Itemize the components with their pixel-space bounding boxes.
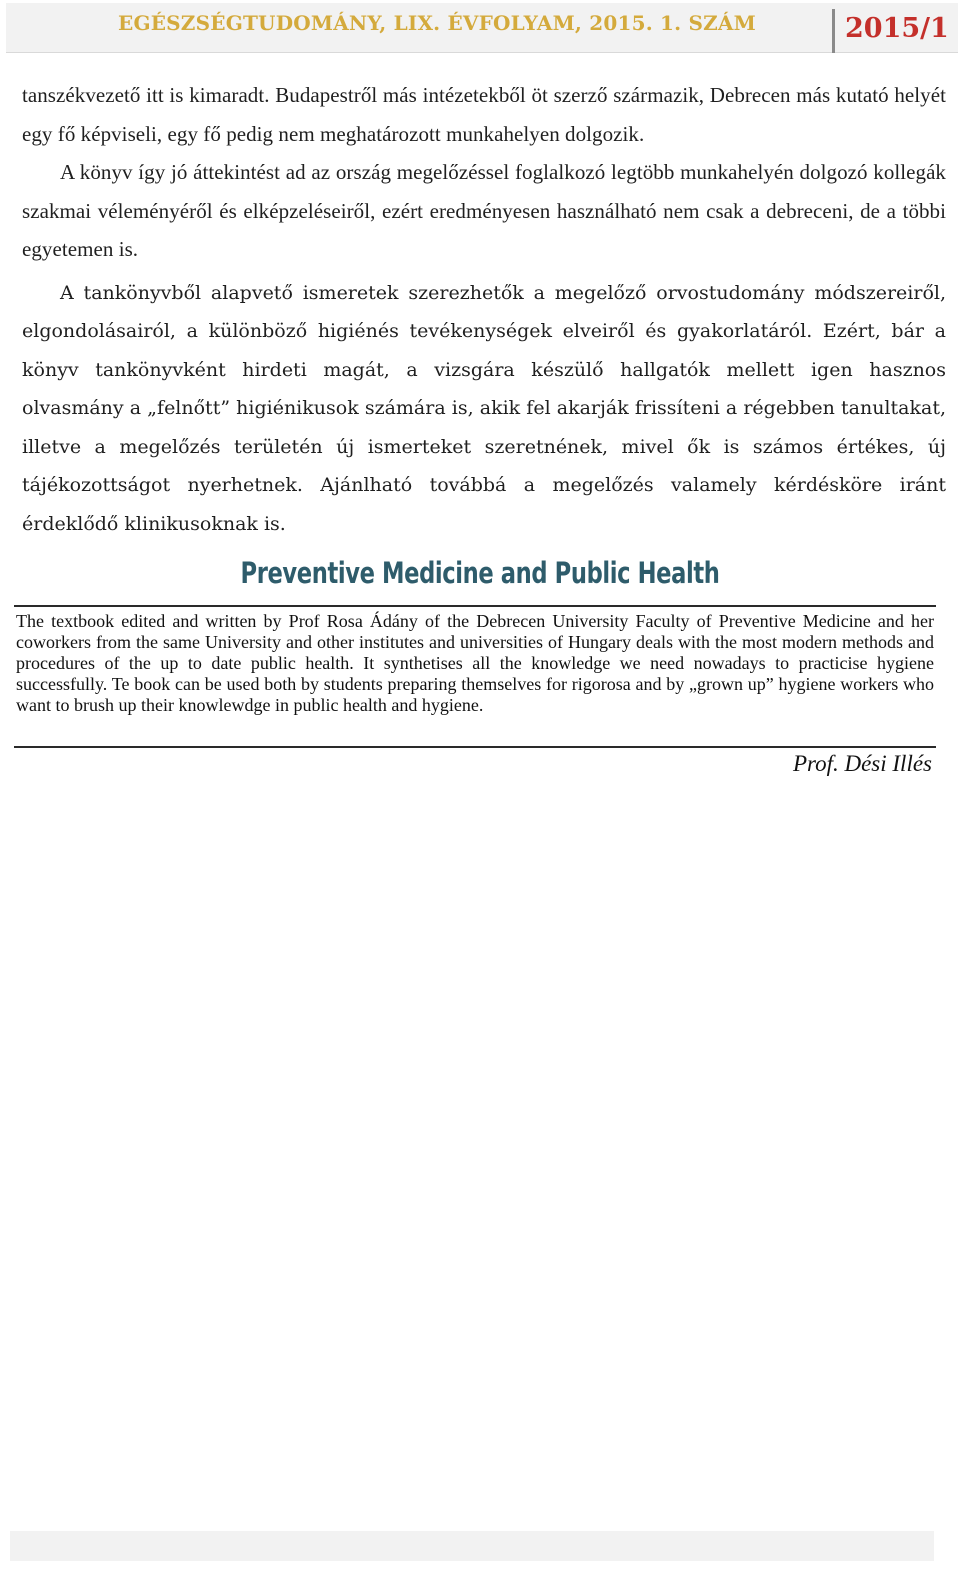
issue-box — [832, 9, 958, 53]
footer-bar — [10, 1531, 934, 1561]
journal-title: EGÉSZSÉGTUDOMÁNY, LIX. ÉVFOLYAM, 2015. 1. SZÁM — [118, 11, 756, 35]
divider-bottom — [14, 746, 936, 748]
paragraph-overview: A könyv így jó áttekintést ad az ország megelőzéssel foglalkozó legtöbb munkahelyén dolgozó kollegák szakmai véleményéről és elképzeléseiről, ezért eredményesen használható nem csak a debreceni, de a többi egyetemen is. — [22, 160, 946, 261]
english-summary-text: The textbook edited and written by Prof Rosa Ádány of the Debrecen University Faculty of Preventive Medicine and her coworkers from the same University and other institutes and universities of Hungary deals with the most modern methods and procedures of the up to date public health. It synthetises all the knowledge we need nowadays to practicise hygiene successfully. Te book can be used both by students preparing themselves for rigorosa and by „grown up” hygiene workers who want to brush up their knowlewdge in public health and hygiene. — [16, 611, 934, 715]
hungarian-body — [22, 76, 946, 543]
divider-top — [14, 605, 936, 607]
paragraph-continued: tanszékvezető itt is kimaradt. Budapestről más intézetekből öt szerző származik, Debrecen más kutató helyét egy fő képviseli, egy fő pedig nem meghatározott munkahelyen dolgozik. — [22, 83, 946, 146]
english-summary-title: Preventive Medicine and Public Health — [240, 556, 720, 590]
paragraph-recommendation: A tankönyvből alapvető ismeretek szerezhetők a megelőző orvostudomány módszereiről, elgondolásairól, a különböző higiénés tevékenységek elveiről és gyakorlatáról. Ezért, bár a könyv tankönyvként hirdeti magát, a vizsgára készülő hallgatók mellett igen hasznos olvasmány a „felnőtt” higiénikusok számára is, akik fel akarják frissíteni a régebben tanultakat, illetve a megelőzés területén új ismerteket szeretnének, mivel ők is számos értékes, új tájékozottságot nyerhetnek. Ajánlható továbbá a megelőzés valamely kérdésköre iránt érdeklődő klinikusoknak is. — [22, 281, 946, 535]
running-header — [6, 3, 958, 53]
author-signature: Prof. Dési Illés — [792, 751, 932, 776]
issue-number: 2015/1 — [845, 13, 949, 44]
